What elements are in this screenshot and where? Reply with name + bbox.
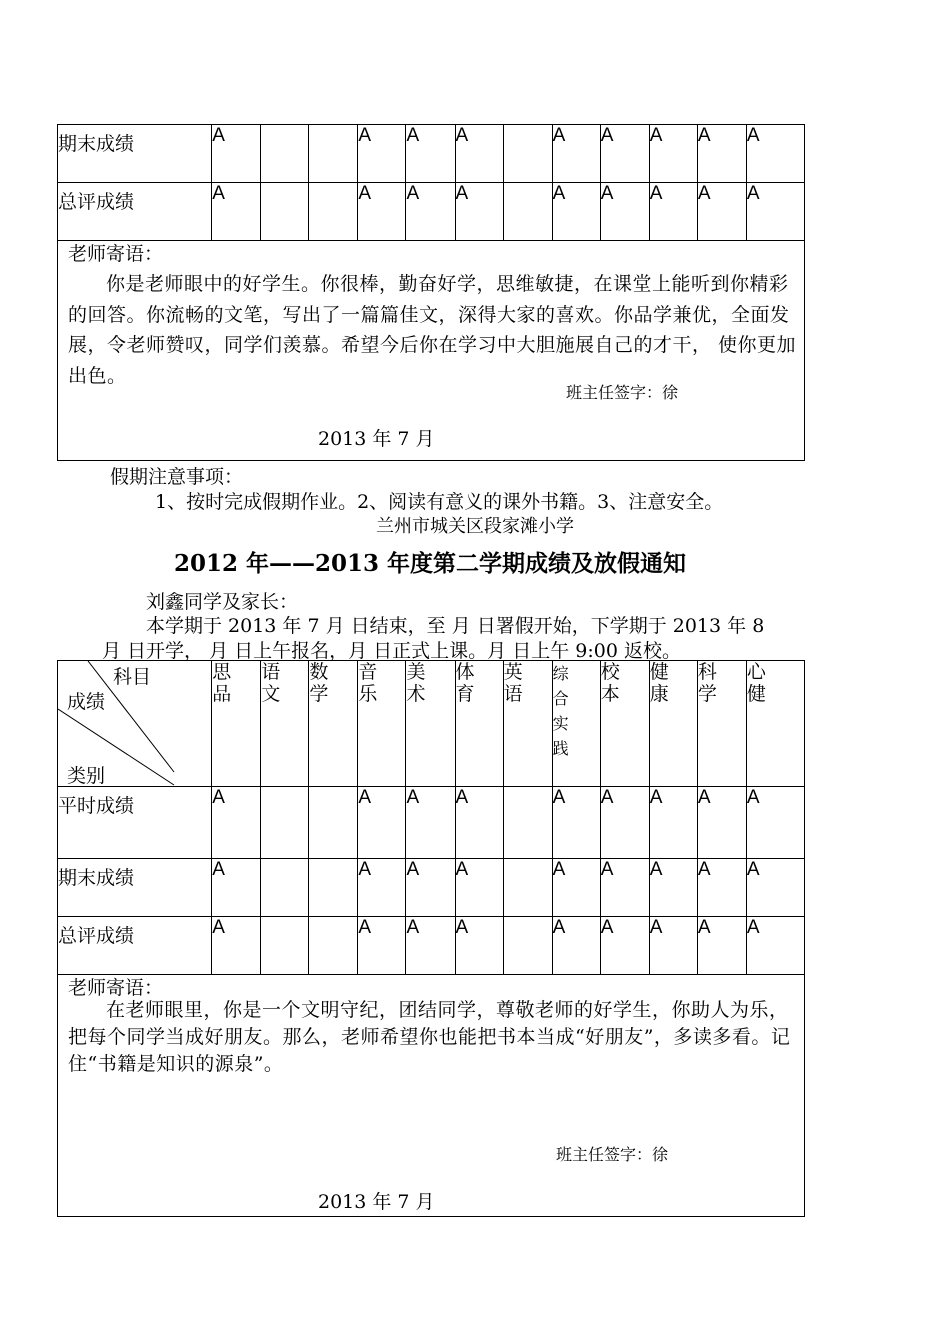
grade-cell: A [358,183,406,241]
comment-title: 老师寄语： [68,977,164,999]
grade-cell: A [746,183,804,241]
teacher-signature: 班主任签字：徐 [556,1145,669,1164]
comment-date: 2013 年 7 月 [318,1191,435,1213]
subject-header: 语文 [261,661,309,787]
grade-cell: A [649,787,697,859]
grade-cell [261,125,309,183]
grade-cell: A [746,787,804,859]
grade-cell: A [212,183,261,241]
subject-header: 体育 [455,661,503,787]
grade-cell: A [600,183,649,241]
grade-cell [309,125,358,183]
subject-header: 美术 [406,661,455,787]
grade-cell [503,125,552,183]
grade-cell: A [600,859,649,917]
grade-cell: A [697,787,746,859]
row-label: 总评成绩 [58,917,212,975]
table-row [58,859,805,917]
grade-cell: A [649,125,697,183]
grade-cell [261,859,309,917]
grade-cell [503,917,552,975]
grade-cell: A [746,859,804,917]
grade-cell: A [358,787,406,859]
comment-body: 在老师眼里，你是一个文明守纪，团结同学，尊敬老师的好学生，你助人为乐，把每个同学当成好朋友。那么，老师希望你也能把书本当成“好朋友”，多读多看。记住“书籍是知识的源泉”。 [68,999,791,1075]
grade-cell [503,859,552,917]
subject-header: 思品 [212,661,261,787]
grade-cell: A [358,859,406,917]
grade-cell: A [697,125,746,183]
subject-header: 校本 [600,661,649,787]
table-row [58,917,805,975]
grade-cell: A [406,859,455,917]
table-row [58,787,805,859]
grades-table-bottom [57,660,805,1217]
grade-cell: A [697,183,746,241]
grade-cell [503,183,552,241]
grade-cell: A [697,917,746,975]
notice-title: 2012 年——2013 年度第二学期成绩及放假通知 [173,550,687,577]
grade-cell: A [746,917,804,975]
grade-cell: A [406,183,455,241]
grade-cell: A [406,917,455,975]
grade-cell: A [212,859,261,917]
grade-cell: A [649,183,697,241]
teacher-signature: 班主任签字：徐 [566,383,679,402]
table-row [58,183,805,241]
grade-cell: A [455,183,503,241]
row-label: 总评成绩 [58,183,212,241]
notice-line-1: 本学期于 2013 年 7 月 日结束，至 月 日署假开始，下学期于 2013 年 8 [146,615,765,637]
grade-cell: A [455,917,503,975]
grade-cell: A [358,917,406,975]
grade-cell: A [600,125,649,183]
grade-cell [309,917,358,975]
grade-cell: A [600,787,649,859]
grade-cell [309,183,358,241]
grade-cell: A [212,125,261,183]
grade-cell: A [649,917,697,975]
comment-body: 你是老师眼中的好学生。你很棒，勤奋好学，思维敏捷，在课堂上能听到你精彩的回答。你流畅的文笔，写出了一篇篇佳文，深得大家的喜欢。你品学兼优，全面发展，令老师赞叹，同学们羡慕。希望今后你在学习中大胆施展自己的才干， 使你更加出色。 [68,273,797,387]
row-label: 期末成绩 [58,125,212,183]
grade-cell: A [552,125,600,183]
grade-cell: A [552,787,600,859]
subject-header: 英语 [503,661,552,787]
comment-row [58,241,805,461]
school-name: 兰州市城关区段家滩小学 [376,516,574,537]
comment-date: 2013 年 7 月 [318,428,435,450]
diagonal-header-cell [58,661,212,787]
grade-cell: A [600,917,649,975]
grade-cell: A [406,125,455,183]
grade-cell: A [746,125,804,183]
table-row [58,125,805,183]
grade-cell: A [455,859,503,917]
grade-cell: A [212,917,261,975]
grade-cell [309,859,358,917]
grades-table-top [57,124,805,461]
grade-cell: A [406,787,455,859]
row-label: 平时成绩 [58,787,212,859]
header-grade-label: 成绩 [67,691,106,713]
grade-cell: A [455,787,503,859]
header-subject-label: 科目 [113,666,152,688]
grade-cell: A [697,859,746,917]
subject-header: 健康 [649,661,697,787]
teacher-comment-box [58,975,805,1217]
row-label: 期末成绩 [58,859,212,917]
subject-header: 科学 [697,661,746,787]
comment-row [58,975,805,1217]
header-row [58,661,805,787]
grade-cell: A [358,125,406,183]
grade-cell: A [552,917,600,975]
grade-cell: A [649,859,697,917]
grade-cell [309,787,358,859]
grade-cell [503,787,552,859]
comment-title: 老师寄语： [68,243,164,265]
grade-cell [261,183,309,241]
subject-header: 心健 [746,661,804,787]
grade-cell: A [455,125,503,183]
grade-cell: A [552,859,600,917]
header-category-label: 类别 [67,765,106,787]
subject-header: 综合实践 [552,661,600,787]
subject-header: 音乐 [358,661,406,787]
holiday-notes-title: 假期注意事项： [110,466,244,488]
grade-cell [261,917,309,975]
grade-cell: A [552,183,600,241]
greeting: 刘鑫同学及家长： [146,591,299,613]
teacher-comment-box [58,241,805,461]
subject-header: 数学 [309,661,358,787]
notice-line-2: 月 日开学， 月 日上午报名，月 日正式上课。月 日上午 9:00 返校。 [102,640,681,662]
grade-cell: A [212,787,261,859]
grade-cell [261,787,309,859]
holiday-notes-content: 1、按时完成假期作业。2、阅读有意义的课外书籍。3、注意安全。 [155,491,724,513]
